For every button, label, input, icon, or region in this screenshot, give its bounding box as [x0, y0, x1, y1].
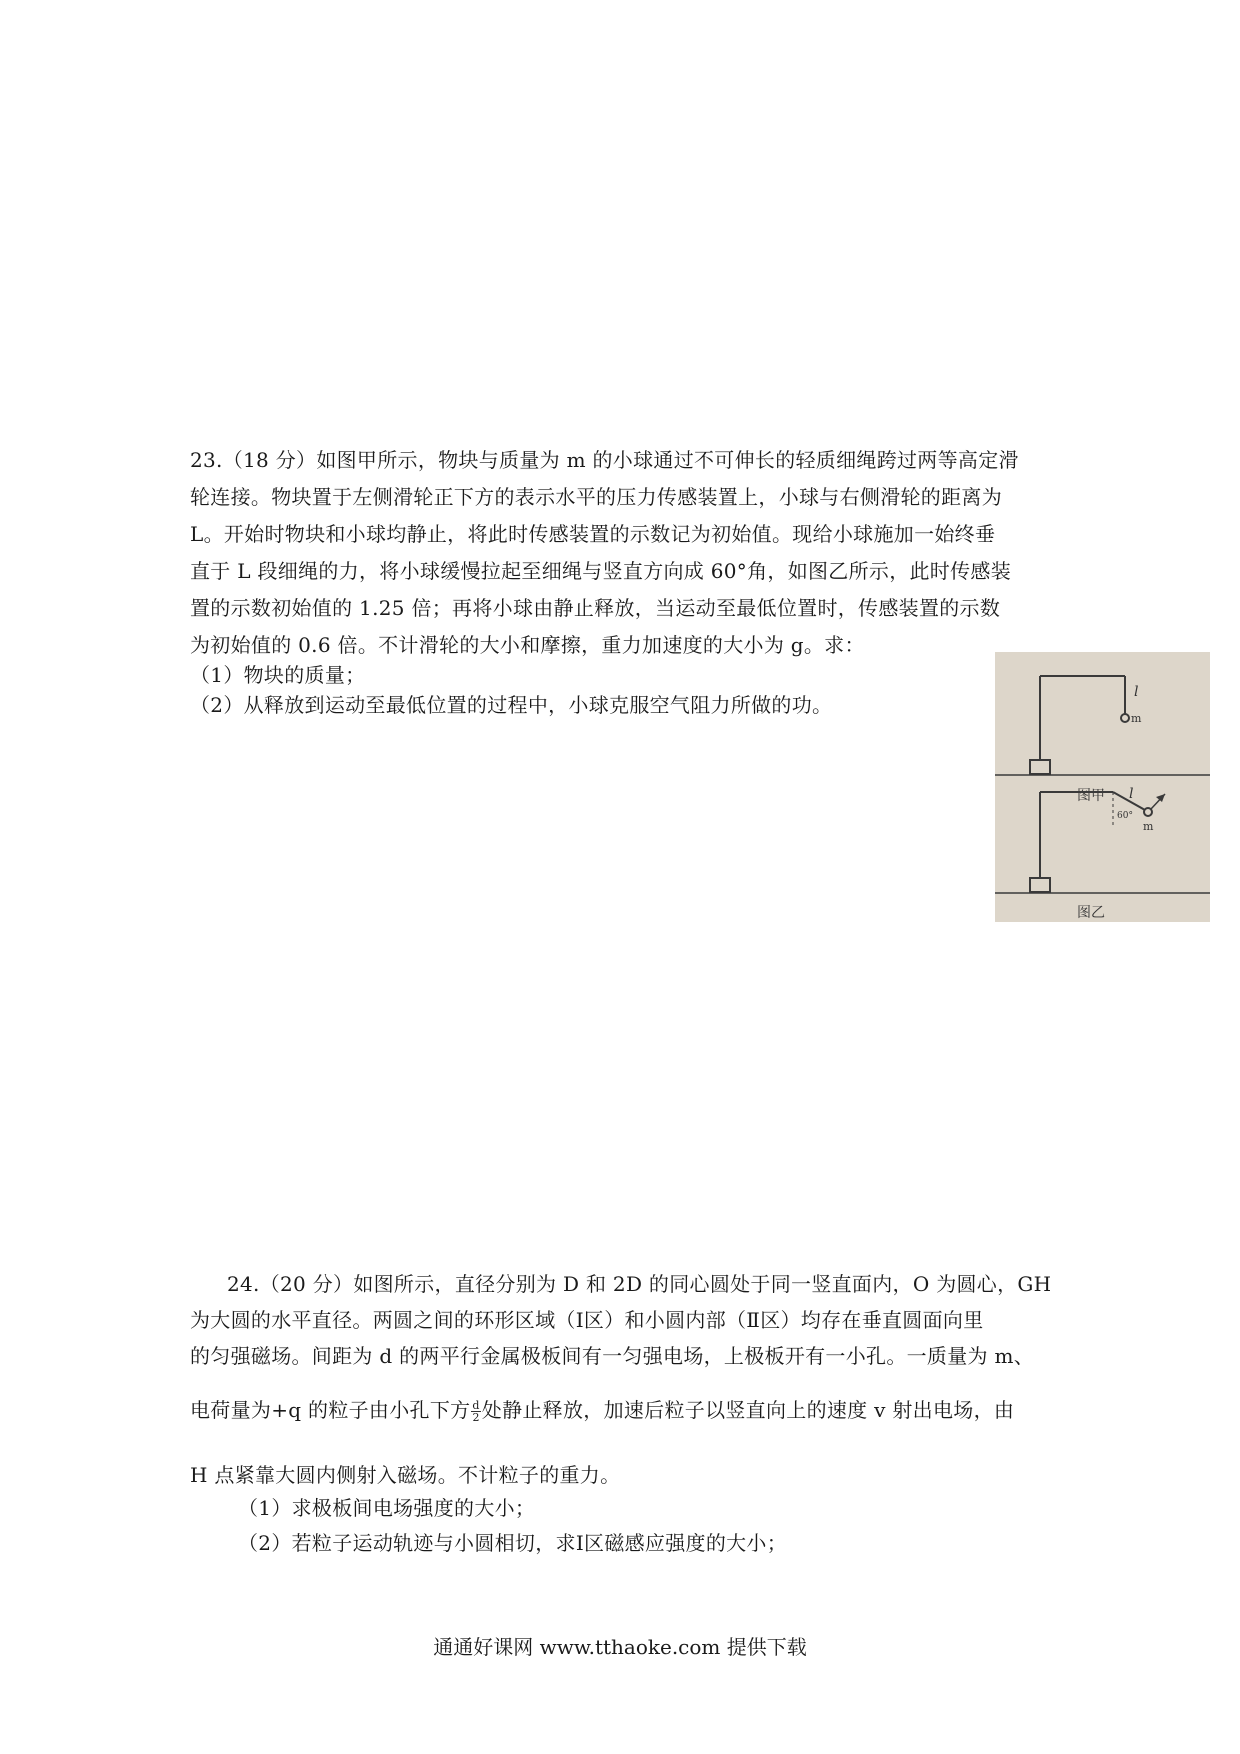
q23-line-5: 置的示数初始值的 1.25 倍；再将小球由静止释放，当运动至最低位置时，传感装置的示数: [190, 596, 1001, 620]
q23-line-3: L。开始时物块和小球均静止，将此时传感装置的示数记为初始值。现给小球施加一始终垂: [190, 522, 996, 546]
q24-line-2: 为大圆的水平直径。两圆之间的环形区域（Ⅰ区）和小圆内部（Ⅱ区）均存在垂直圆面向里: [190, 1308, 984, 1332]
fraction-d-over-2: [471, 1400, 480, 1423]
pulley-figure: [995, 652, 1210, 922]
label-l-a: l: [1134, 684, 1139, 700]
fraction-numerator: d: [472, 1399, 480, 1412]
label-angle-b: 60°: [1117, 811, 1133, 821]
q23-line-1: 23.（18 分）如图甲所示，物块与质量为 m 的小球通过不可伸长的轻质细绳跨过两等高定滑: [190, 448, 1019, 472]
q24-line-1: 24.（20 分）如图所示，直径分别为 D 和 2D 的同心圆处于同一竖直面内，O 为圆心，GH: [227, 1272, 1052, 1296]
q24-line-3: 的匀强磁场。间距为 d 的两平行金属极板间有一匀强电场，上极板开有一小孔。一质量为 m、: [190, 1344, 1035, 1368]
arrowhead-b: [1156, 794, 1165, 802]
q24-line-4-before: 电荷量为+q 的粒子由小孔下方: [190, 1398, 471, 1422]
q24-line-4-after: 处静止释放，加速后粒子以竖直向上的速度 v 射出电场，由: [481, 1398, 1015, 1422]
q23-line-2: 轮连接。物块置于左侧滑轮正下方的表示水平的压力传感装置上，小球与右侧滑轮的距离为: [190, 485, 1002, 509]
block-b: [1030, 878, 1050, 892]
q24-sub-1: （1）求极板间电场强度的大小；: [238, 1496, 536, 1520]
q23-sub-1: （1）物块的质量；: [190, 663, 366, 687]
q23-line-6: 为初始值的 0.6 倍。不计滑轮的大小和摩擦，重力加速度的大小为 g。求：: [190, 633, 865, 657]
caption-b: 图乙: [1077, 905, 1105, 921]
q24-line-5: H 点紧靠大圆内侧射入磁场。不计粒子的重力。: [190, 1463, 621, 1487]
label-m-a: m: [1131, 712, 1142, 725]
ball-a: [1121, 714, 1129, 722]
q24-sub-2: （2）若粒子运动轨迹与小圆相切，求Ⅰ区磁感应强度的大小；: [238, 1531, 788, 1555]
block-a: [1030, 760, 1050, 774]
footer-source: 通通好课网 www.tthaoke.com 提供下载: [433, 1635, 807, 1659]
ball-b: [1144, 808, 1152, 816]
label-l-b: l: [1129, 786, 1134, 802]
q24-line-4: [190, 1397, 1014, 1423]
label-m-b: m: [1143, 820, 1154, 833]
q23-line-4: 直于 L 段细绳的力，将小球缓慢拉起至细绳与竖直方向成 60°角，如图乙所示，此时传感装: [190, 559, 1012, 583]
pulley-diagram: [995, 652, 1210, 922]
q23-sub-2: （2）从释放到运动至最低位置的过程中，小球克服空气阻力所做的功。: [190, 693, 833, 717]
caption-a: 图甲: [1077, 788, 1105, 804]
fraction-denominator: 2: [472, 1411, 480, 1424]
